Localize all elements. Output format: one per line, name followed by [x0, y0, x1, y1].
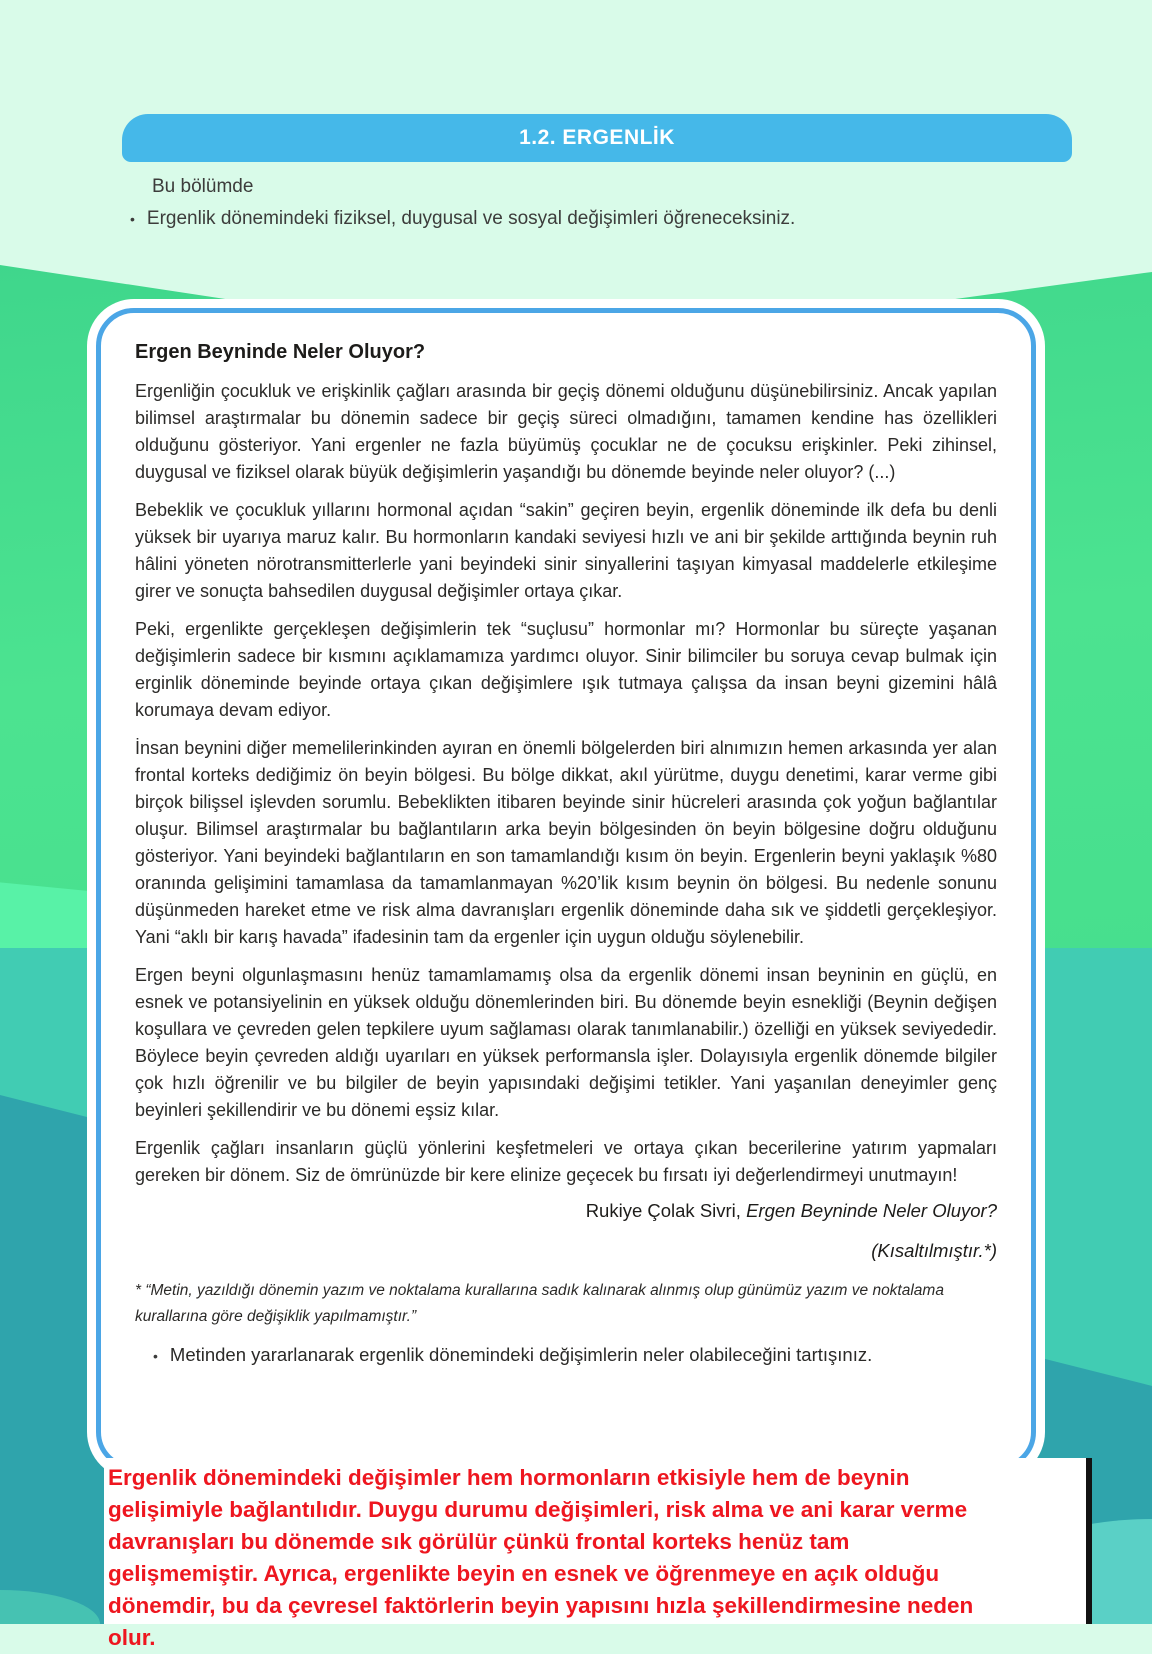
attribution-line [135, 1200, 997, 1222]
reading-paragraph: Bebeklik ve çocukluk yıllarını hormonal açıdan “sakin” geçiren beyin, ergenlik döneminde ilk defa bu denli yüksek bir uyarıya maruz kalır. Bu hormonların kandaki seviyesi hızlı ve ani bir şekilde arttığında beynin ruh hâlini yöneten nörotransmitterlerle yani beyindeki sinir sinyallerini taşıyan kimyasal maddelerle etkileşime girer ve sonuçta bahsedilen duygusal değişimler ortaya çıkar. [135, 500, 997, 601]
answer-line: olur. [108, 1625, 156, 1650]
answer-line: dönemdir, bu da çevresel faktörlerin beyin yapısını hızla şekillendirmesine neden [108, 1593, 974, 1618]
attribution-author: Rukiye Çolak Sivri, [585, 1200, 747, 1221]
answer-annotation-box[interactable] [104, 1458, 1092, 1650]
attribution-note: (Kısaltılmıştır.*) [871, 1240, 997, 1261]
answer-line: Ergenlik dönemindeki değişimler hem hormonların etkisiyle hem de beynin [108, 1465, 910, 1490]
reading-paragraph: Ergenliğin çocukluk ve erişkinlik çağları arasında bir geçiş dönemi olduğunu düşünebilirsiniz. Ancak yapılan bilimsel araştırmalar bu dönemin sadece bir geçiş süreci olmadığını, tamamen kendine has özellikleri olduğunu gösteriyor. Yani ergenler ne fazla büyümüş çocuklar ne de çocuksu erişkinler. Peki zihinsel, duygusal ve fiziksel olarak büyük değişimlerin yaşandığı bu dönemde beyinde neler oluyor? (...) [135, 381, 997, 482]
answer-line: davranışları bu dönemde sık görülür çünkü frontal korteks henüz tam [108, 1529, 850, 1554]
reading-paragraph: İnsan beynini diğer memelilerinkinden ayıran en önemli bölgelerden biri alnımızın hemen arkasında yer alan frontal korteks dediğimiz ön beyin bölgesi. Bu bölge dikkat, akıl yürütme, duygu denetimi, karar verme gibi birçok bilişsel işlevden sorumlu. Bebeklikten itibaren beyinde sinir hücreleri arasında çok yoğun bağlantılar oluşur. Bilimsel araştırmalar bu bağlantıların arka beyin bölgesinden ön beyin bölgesine doğru olduğunu gösteriyor. Yani beyindeki bağlantıların en son tamamlandığı kısım ön beyin. Ergenlerin beyni yaklaşık %80 oranında gelişimini tamamlasa da tamamlanmayan %20’lik kısım beynin ön bölgesi. Bu nedenle sonunu düşünmeden hareket etme ve risk alma davranışları ergenlik döneminde daha sık ve şiddetli gerçekleşiyor. Yani “aklı bir karış havada” ifadesinin tam da ergenler için uygun olduğu söylenebilir. [135, 738, 997, 947]
intro-bullet-item [130, 208, 1050, 230]
bullet-icon: • [130, 211, 135, 227]
reading-title: Ergen Beyninde Neler Oluyor? [135, 341, 426, 363]
reading-paragraph: Ergen beyni olgunlaşmasını henüz tamamlamamış olsa da ergenlik dönemi insan beyninin en güçlü, en esnek ve potansiyelinin en yüksek olduğu dönemlerinden biri. Bu dönemde beyin esnekliği (Beynin değişen koşullara ve çevreden gelen tepkilere uyum sağlaması olarak tanımlanabilir.) özelliği en yüksek seviyededir. Böylece beyin çevreden aldığı uyarıları en yüksek performansla işler. Dolayısıyla ergenlik dönemde bilgiler çok hızlı öğrenilir ve bu bilgiler de beyin yapısındaki değişimi tetikler. Yani yaşanılan deneyimler genç beyinleri şekillendirir ve bu dönemi eşsiz kılar. [135, 965, 997, 1120]
reading-paragraph: Ergenlik çağları insanların güçlü yönlerini keşfetmeleri ve ortaya çıkan becerilerine yatırım yapmaları gereken bir dönem. Siz de ömrünüzde bir kere elinize geçecek bu fırsatı iyi değerlendirmeyi unutmayın! [135, 1138, 997, 1185]
task-bullet-item [153, 1344, 997, 1366]
reading-paragraph: Peki, ergenlikte gerçekleşen değişimlerin tek “suçlusu” hormonlar mı? Hormonlar bu süreçte yaşanan değişimlerin sadece bir kısmını açıklamamıza yardımcı oluyor. Sinir bilimciler bu soruya cevap bulmak için erginlik döneminde beyinde ortaya çıkan değişimlere ışık tutmaya çalışsa da insan beyni gizemini hâlâ korumaya devam ediyor. [135, 619, 997, 720]
intro-bullet-text: Ergenlik dönemindeki fiziksel, duygusal ve sosyal değişimleri öğreneceksiniz. [146, 208, 796, 229]
answer-line: gelişimiyle bağlantılıdır. Duygu durumu değişimleri, risk alma ve ani karar verme [108, 1497, 968, 1522]
footnote: * “Metin, yazıldığı dönemin yazım ve noktalama kurallarına sadık kalınarak alınmış olup günümüz yazım ve noktalama kurallarına göre değişiklik yapılmamıştır.” [135, 1282, 944, 1325]
section-banner [122, 114, 1072, 162]
answer-line: gelişmemiştir. Ayrıca, ergenlikte beyin en esnek ve öğrenmeye en açık olduğu [108, 1561, 940, 1586]
intro-heading: Bu bölümde [152, 176, 254, 197]
bullet-icon: • [153, 1348, 158, 1364]
reading-card [96, 308, 1036, 1470]
section-title: 1.2. ERGENLİK [519, 126, 675, 149]
attribution-work-title: Ergen Beyninde Neler Oluyor? [746, 1200, 997, 1221]
task-bullet-text: Metinden yararlanarak ergenlik dönemindeki değişimlerin neler olabileceğini tartışınız. [169, 1344, 873, 1365]
